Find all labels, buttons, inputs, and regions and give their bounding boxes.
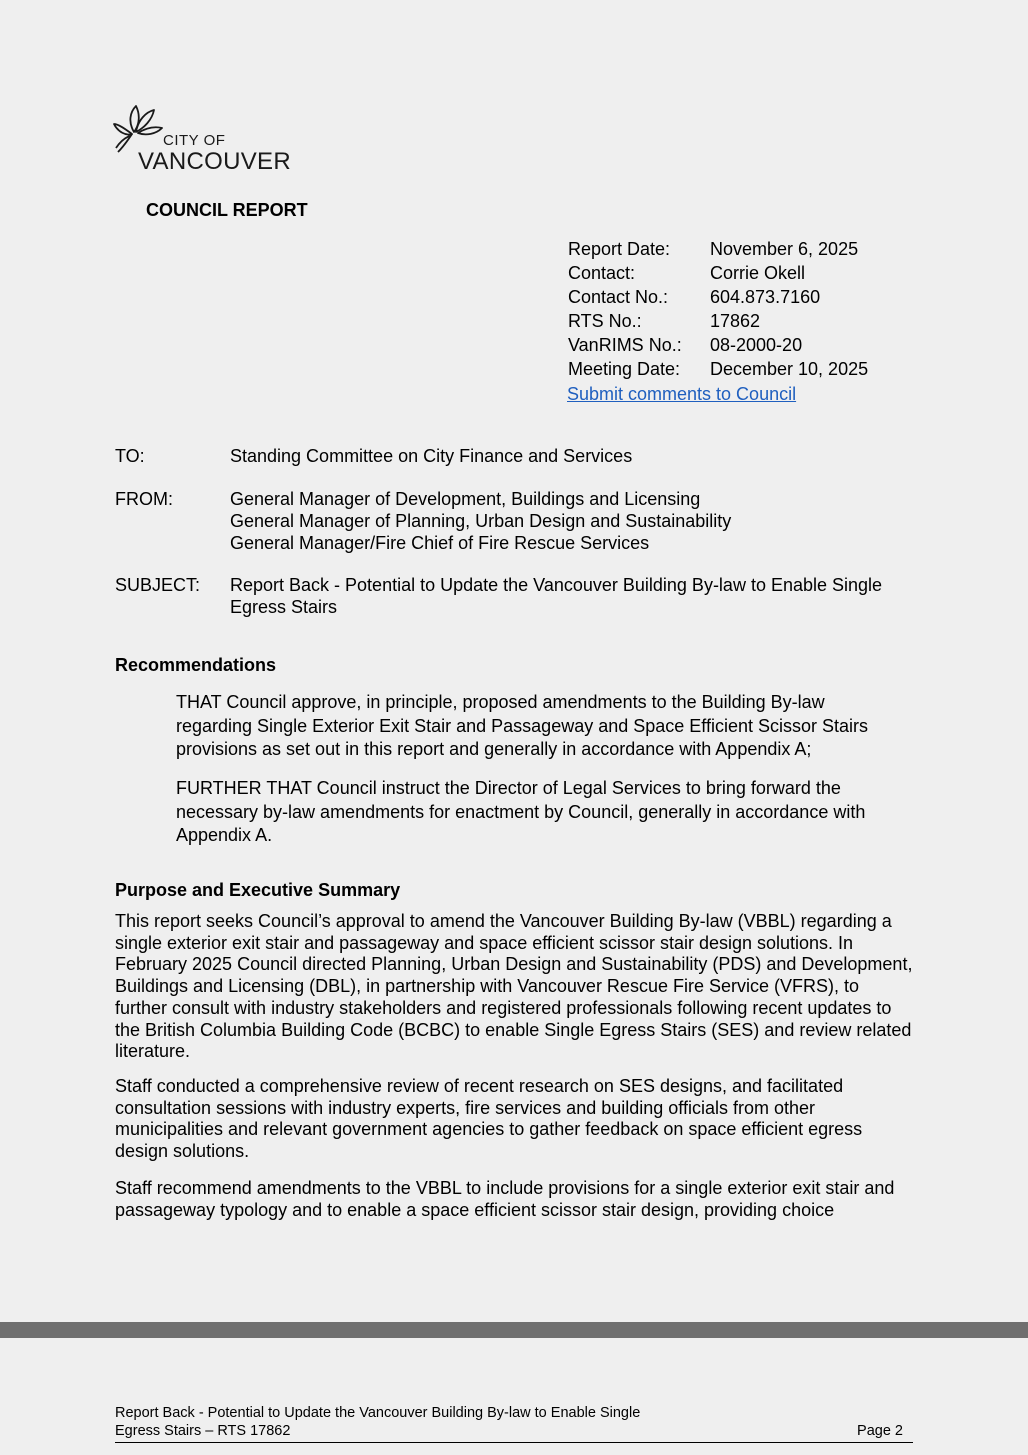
meta-value: November 6, 2025	[710, 239, 859, 259]
recommendation-item: FURTHER THAT Council instruct the Director of Legal Services to bring forward the necessary by-law amendments for enactment by Council, generally in accordance with Appendix A.	[176, 778, 866, 845]
meta-row-meeting-date	[568, 357, 868, 381]
meta-label: Contact No.:	[568, 287, 669, 307]
meta-row-vanrims-no	[568, 333, 868, 357]
meta-row-report-date	[568, 237, 868, 261]
meta-row-rts-no	[568, 309, 868, 333]
from-label: FROM:	[115, 489, 173, 509]
meta-label: RTS No.:	[568, 311, 642, 331]
submit-comments-link[interactable]: Submit comments to Council	[567, 384, 797, 404]
meta-label: Report Date:	[568, 239, 671, 259]
meta-row-contact	[568, 261, 868, 285]
to-line: Standing Committee on City Finance and Services	[230, 446, 633, 466]
from-line: General Manager of Development, Buildings and Licensing	[230, 489, 701, 509]
meta-label: VanRIMS No.:	[568, 335, 682, 355]
report-type-heading: COUNCIL REPORT	[146, 200, 308, 220]
logo-vancouver: VANCOUVER	[138, 148, 291, 175]
page-divider	[0, 1322, 1028, 1338]
summary-paragraph: This report seeks Council’s approval to amend the Vancouver Building By-law (VBBL) regarding a single exterior exit stair and passageway and space efficient scissor stair design solutions. In February 2025 Council directed Planning, Urban Design and Sustainability (PDS) and Development, Buildings and Licensing (DBL), in partnership with Vancouver Rescue Fire Service (VFRS), to further consult with industry stakeholders and registered professionals following recent updates to the British Columbia Building Code (BCBC) to enable Single Egress Stairs (SES) and review related literature.	[115, 911, 913, 1062]
report-meta-block	[568, 237, 868, 406]
subject-label: SUBJECT:	[115, 575, 201, 595]
page-number: Page 2	[857, 1423, 903, 1439]
meta-value: December 10, 2025	[710, 359, 869, 379]
meta-label: Contact:	[568, 263, 636, 283]
footer-title-line: Egress Stairs – RTS 17862	[115, 1423, 291, 1439]
meta-row-contact-no	[568, 285, 868, 309]
city-logo	[112, 100, 302, 178]
logo-city-of: CITY OF	[163, 132, 226, 149]
summary-heading: Purpose and Executive Summary	[115, 880, 401, 900]
recommendation-item: THAT Council approve, in principle, proposed amendments to the Building By-law regarding Single Exterior Exit Stair and Passageway and Space Efficient Scissor Stairs provisions as set out in this report and generally in accordance with Appendix A;	[176, 692, 869, 759]
summary-paragraph: Staff conducted a comprehensive review of recent research on SES designs, and facilitated consultation sessions with industry experts, fire services and building officials from other municipalities and relevant government agencies to gather feedback on space efficient egress design solutions.	[115, 1076, 863, 1162]
meta-value: 08-2000-20	[710, 335, 803, 355]
meta-label: Meeting Date:	[568, 359, 681, 379]
recommendations-heading: Recommendations	[115, 655, 277, 675]
from-line: General Manager/Fire Chief of Fire Rescue Services	[230, 533, 650, 553]
from-line: General Manager of Planning, Urban Design and Sustainability	[230, 511, 732, 531]
summary-paragraph: Staff recommend amendments to the VBBL to include provisions for a single exterior exit stair and passageway typology and to enable a space efficient scissor stair design, providing choice	[115, 1178, 895, 1220]
subject-text: Report Back - Potential to Update the Vancouver Building By-law to Enable Single Egress Stairs	[230, 575, 883, 617]
meta-value: Corrie Okell	[710, 263, 806, 283]
footer-title-line: Report Back - Potential to Update the Vancouver Building By-law to Enable Single	[115, 1405, 641, 1421]
meta-value: 604.873.7160	[710, 287, 821, 307]
meta-value: 17862	[710, 311, 761, 331]
to-label: TO:	[115, 446, 145, 466]
page-footer	[115, 1404, 913, 1443]
